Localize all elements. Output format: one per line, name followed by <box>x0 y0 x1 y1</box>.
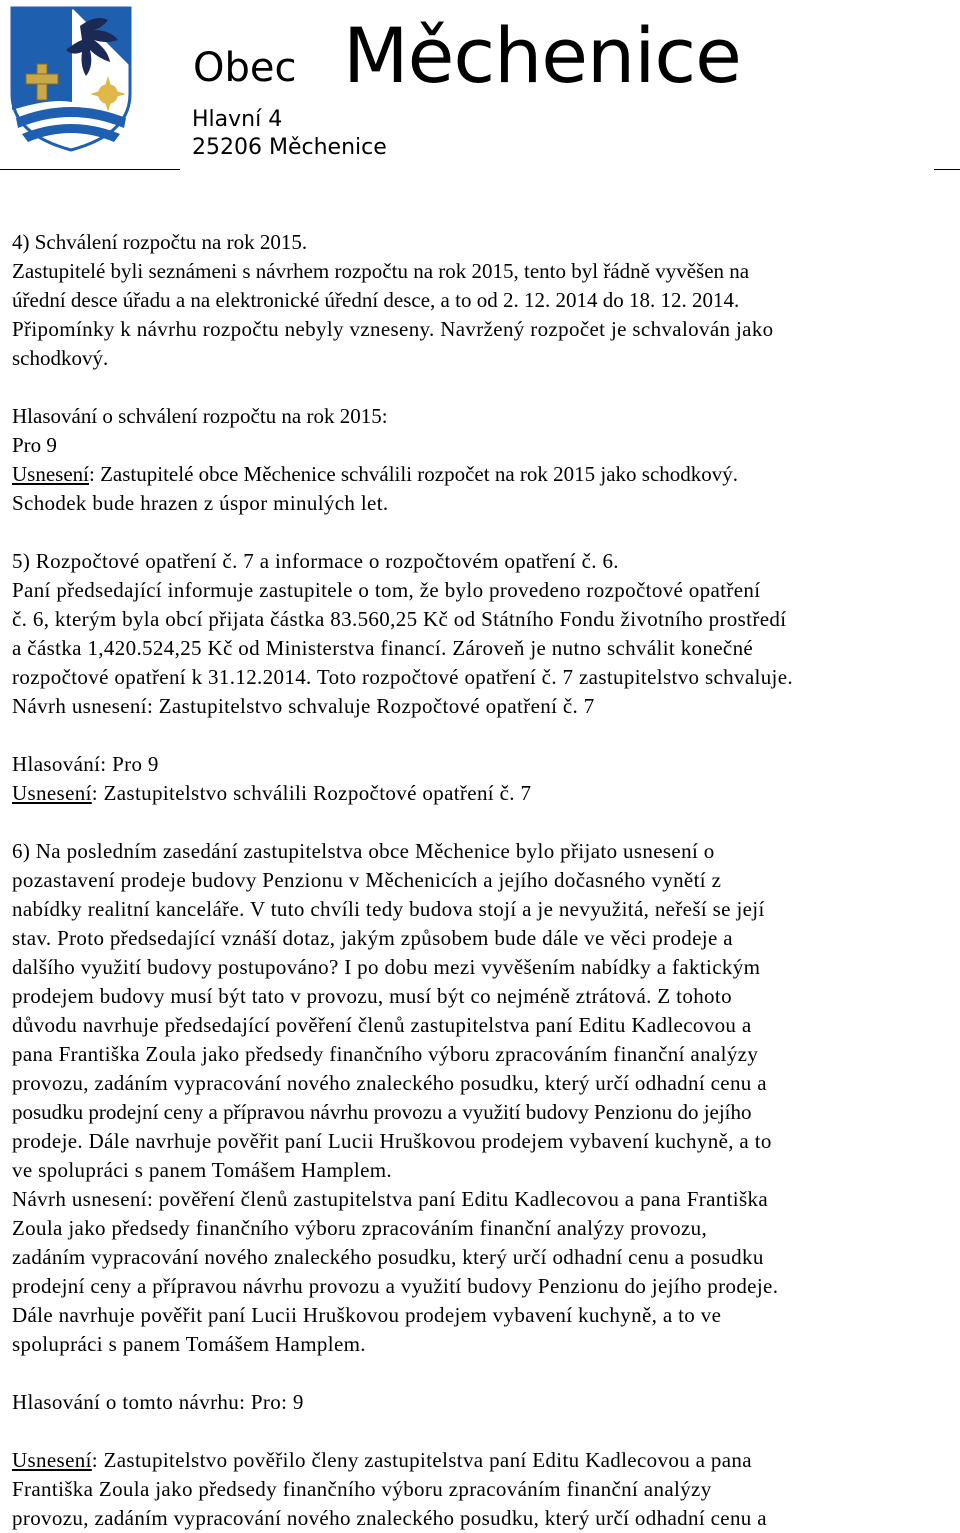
letterhead <box>0 0 960 175</box>
section-6-proposal: prodejní ceny a přípravou návrhu provozu a využití budovy Penzionu do jejího prodeje. <box>12 1274 779 1298</box>
spacer <box>12 518 960 547</box>
letterhead-city: 25206 Měchenice <box>192 135 387 160</box>
spacer <box>12 721 960 750</box>
section-6-line: provozu, zadáním vypracování nového znaleckého posudku, který určí odhadní cenu a <box>12 1071 767 1095</box>
resolution-text: : Zastupitelé obce Měchenice schválili rozpočet na rok 2015 jako schodkový. <box>89 462 739 486</box>
section-6-proposal: spolupráci s panem Tomášem Hamplem. <box>12 1332 366 1356</box>
section-4-vote-title: Hlasování o schválení rozpočtu na rok 2015: <box>12 404 388 428</box>
section-6-line: stav. Proto předsedající vznáší dotaz, jakým způsobem bude dále ve věci prodeje a <box>12 926 733 950</box>
section-4-title: 4) Schválení rozpočtu na rok 2015. <box>12 230 308 254</box>
section-5-title: 5) Rozpočtové opatření č. 7 a informace o rozpočtovém opatření č. 6. <box>12 549 619 573</box>
section-4-resolution <box>12 460 960 489</box>
spacer <box>12 373 960 402</box>
section-6-resolution-cont: provozu, zadáním vypracování nového znaleckého posudku, který určí odhadní cenu a <box>12 1506 767 1530</box>
section-5-vote: Hlasování: Pro 9 <box>12 752 159 776</box>
resolution-label: Usnesení <box>12 781 92 805</box>
header-rule-left <box>0 169 180 170</box>
section-6-line: 6) Na posledním zasedání zastupitelstva obce Měchenice bylo přijato usnesení o <box>12 839 715 863</box>
section-4-line: úřední desce úřadu a na elektronické úřední desce, a to od 2. 12. 2014 do 18. 12. 2014. <box>12 288 740 312</box>
letterhead-street: Hlavní 4 <box>192 107 283 132</box>
spacer <box>12 1417 960 1446</box>
section-6-line: důvodu navrhuje předsedající pověření členů zastupitelstva paní Editu Kadlecovou a <box>12 1013 752 1037</box>
section-6-line: posudku prodejní ceny a přípravou návrhu provozu a využití budovy Penzionu do jejího <box>12 1100 752 1124</box>
resolution-label: Usnesení <box>12 1448 92 1472</box>
section-6-line: prodejem budovy musí být tato v provozu, musí být co nejméně ztrátová. Z tohoto <box>12 984 732 1008</box>
resolution-text: : Zastupitelstvo pověřilo členy zastupitelstva paní Editu Kadlecovou a pana <box>91 1448 752 1472</box>
section-4-line: Zastupitelé byli seznámeni s návrhem rozpočtu na rok 2015, tento byl řádně vyvěšen na <box>12 259 750 283</box>
letterhead-town-name: Měchenice <box>343 11 741 100</box>
letterhead-obec: Obec <box>193 45 297 91</box>
header-rule-right <box>934 169 960 170</box>
section-5-resolution <box>12 779 960 808</box>
section-4-resolution-cont: Schodek bude hrazen z úspor minulých let. <box>12 491 389 515</box>
resolution-label: Usnesení <box>12 462 89 486</box>
section-6-proposal: zadáním vypracování nového znaleckého posudku, který určí odhadní cenu a posudku <box>12 1245 764 1269</box>
section-6-line: nabídky realitní kanceláře. V tuto chvíli tedy budova stojí a je nevyužitá, neřeší se její <box>12 897 765 921</box>
section-6-line: pana Františka Zoula jako předsedy finančního výboru zpracováním finanční analýzy <box>12 1042 759 1066</box>
section-6-line: ve spolupráci s panem Tomášem Hamplem. <box>12 1158 393 1182</box>
section-6-vote: Hlasování o tomto návrhu: Pro: 9 <box>12 1390 304 1414</box>
section-6-resolution-cont: Františka Zoula jako předsedy finančního výboru zpracováním finanční analýzy <box>12 1477 712 1501</box>
section-5-proposal: Návrh usnesení: Zastupitelstvo schvaluje Rozpočtové opatření č. 7 <box>12 694 595 718</box>
section-5-line: a částka 1,420.524,25 Kč od Ministerstva financí. Zároveň je nutno schválit konečné <box>12 636 754 660</box>
document-body <box>12 228 960 1533</box>
spacer <box>12 1359 960 1388</box>
section-5-line: rozpočtové opatření k 31.12.2014. Toto rozpočtové opatření č. 7 zastupitelstvo schvaluje. <box>12 665 794 689</box>
section-6-proposal: Zoula jako předsedy finančního výboru zpracováním finanční analýzy provozu, <box>12 1216 708 1240</box>
section-4-vote-result: Pro 9 <box>12 433 57 457</box>
section-4-line: Připomínky k návrhu rozpočtu nebyly vzneseny. Navržený rozpočet je schvalován jako <box>12 317 774 341</box>
section-4-line: schodkový. <box>12 346 109 370</box>
section-6-proposal: Návrh usnesení: pověření členů zastupitelstva paní Editu Kadlecovou a pana Františka <box>12 1187 769 1211</box>
resolution-text: : Zastupitelstvo schválili Rozpočtové opatření č. 7 <box>91 781 532 805</box>
section-6-line: prodeje. Dále navrhuje pověřit paní Lucii Hruškovou prodejem vybavení kuchyně, a to <box>12 1129 772 1153</box>
section-6-proposal: Dále navrhuje pověřit paní Lucii Hruškovou prodejem vybavení kuchyně, a to ve <box>12 1303 722 1327</box>
section-6-line: dalšího využití budovy postupováno? I po dobu mezi vyvěšením nabídky a faktickým <box>12 955 761 979</box>
section-5-line: č. 6, kterým byla obcí přijata částka 83.560,25 Kč od Státního Fondu životního prostředí <box>12 607 787 631</box>
section-6-resolution <box>12 1446 960 1475</box>
section-6-line: pozastavení prodeje budovy Penzionu v Měchenicích a jejího dočasného vynětí z <box>12 868 722 892</box>
spacer <box>12 808 960 837</box>
section-5-line: Paní předsedající informuje zastupitele o tom, že bylo provedeno rozpočtové opatření <box>12 578 761 602</box>
coat-of-arms-icon <box>10 6 132 152</box>
